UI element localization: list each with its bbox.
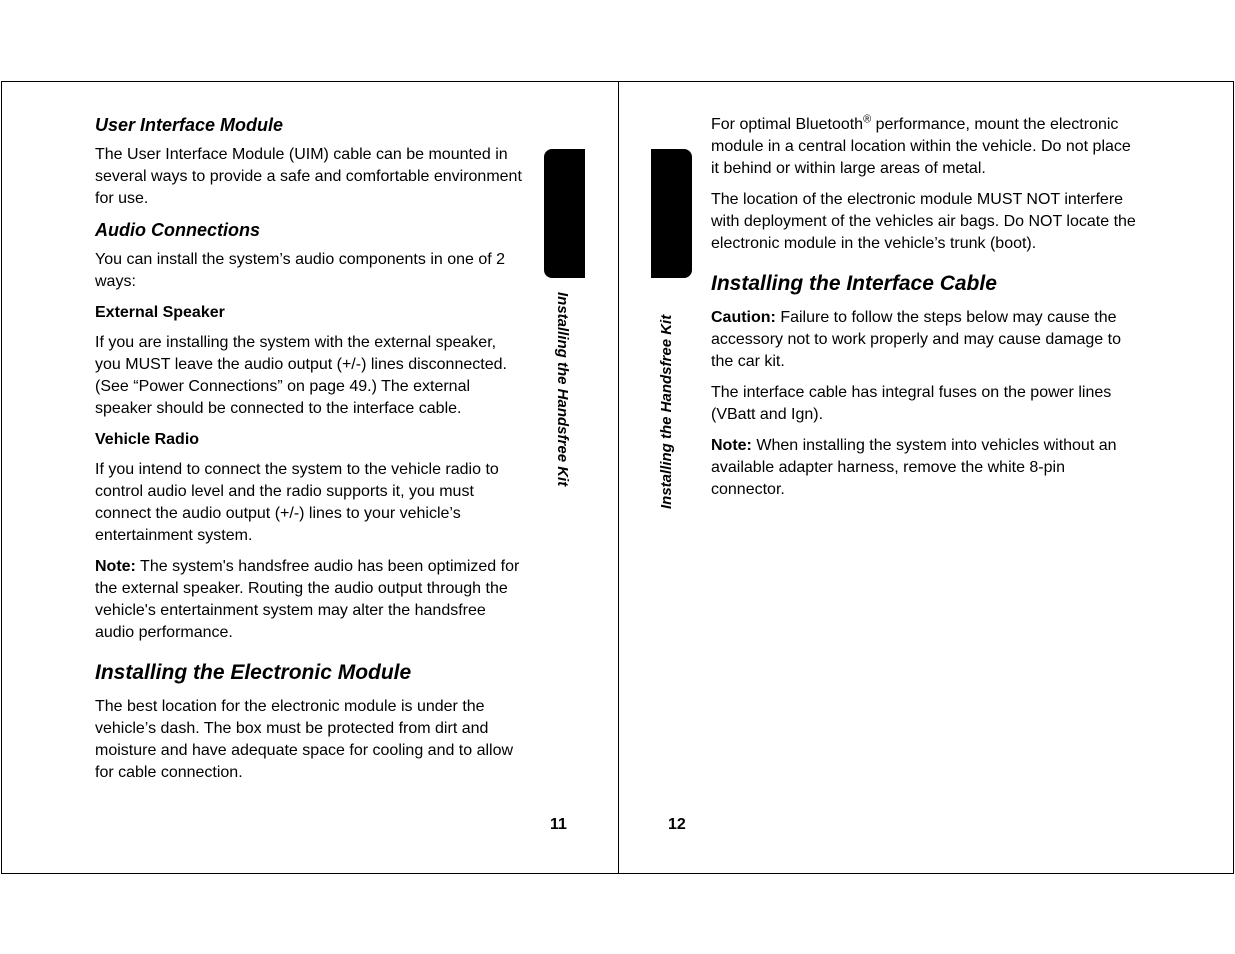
heading-installing-interface-cable: Installing the Interface Cable (711, 272, 997, 295)
note-text-right: When installing the system into vehicles without an available adapter harness, remove the white 8-pin connector. (711, 437, 1117, 498)
paragraph-uim: The User Interface Module (UIM) cable can be mounted in several ways to provide a safe and comfortable environment for use. (95, 146, 522, 207)
manual-spread (1, 81, 1234, 874)
right-page-content (711, 114, 1143, 510)
section-tab-right (651, 149, 692, 278)
caution-label: Caution: (711, 309, 776, 326)
paragraph-bluetooth (711, 114, 1143, 180)
page-number-right: 12 (668, 816, 686, 833)
note-label: Note: (95, 558, 136, 575)
caution-paragraph (711, 307, 1143, 373)
paragraph-fuses: The interface cable has integral fuses on the power lines (VBatt and Ign). (711, 384, 1112, 423)
side-label-right: Installing the Handsfree Kit (658, 314, 675, 509)
heading-installing-electronic-module: Installing the Electronic Module (95, 661, 412, 684)
paragraph-location: The location of the electronic module MUST NOT interfere with deployment of the vehicles air bags. Do NOT locate the electronic module in the vehicle’s trunk (boot). (711, 191, 1136, 252)
caution-text: Failure to follow the steps below may cause the accessory not to work properly and may cause damage to the car kit. (711, 309, 1121, 370)
note-label-right: Note: (711, 437, 752, 454)
page-divider (618, 82, 619, 873)
note-harness (711, 435, 1143, 501)
page-number-left: 11 (550, 816, 567, 833)
paragraph-vehicle-radio: If you intend to connect the system to the vehicle radio to control audio level and the radio supports it, you must connect the audio output (+/-) lines to your vehicle’s entertainment system. (95, 461, 499, 544)
heading-audio-connections: Audio Connections (95, 220, 260, 240)
bluetooth-text-rest: performance, mount the electronic module in a central location within the vehicle. Do not place it behind or within large areas of metal. (711, 116, 1131, 177)
paragraph-electronic-module: The best location for the electronic module is under the vehicle’s dash. The box must be protected from dirt and moisture and have adequate space for cooling and to allow for cable connection. (95, 698, 514, 781)
section-tab-left (544, 149, 585, 278)
heading-vehicle-radio: Vehicle Radio (95, 431, 200, 448)
note-audio (95, 556, 525, 644)
paragraph-external-speaker: If you are installing the system with the external speaker, you MUST leave the audio output (+/-) lines disconnected. (See “Power Connections” on page 49.) The external speaker should be connected to the interface cable. (95, 334, 507, 417)
paragraph-audio: You can install the system’s audio components in one of 2 ways: (95, 251, 506, 290)
note-text: The system's handsfree audio has been optimized for the external speaker. Routing the audio output through the vehicle's entertainment system may alter the handsfree audio performance. (95, 558, 520, 641)
bluetooth-text: For optimal Bluetooth (711, 116, 864, 133)
left-page-content (95, 114, 525, 793)
registered-mark: ® (863, 113, 872, 126)
side-label-left: Installing the Handsfree Kit (554, 292, 571, 487)
heading-external-speaker: External Speaker (95, 304, 225, 321)
heading-user-interface-module: User Interface Module (95, 115, 284, 135)
